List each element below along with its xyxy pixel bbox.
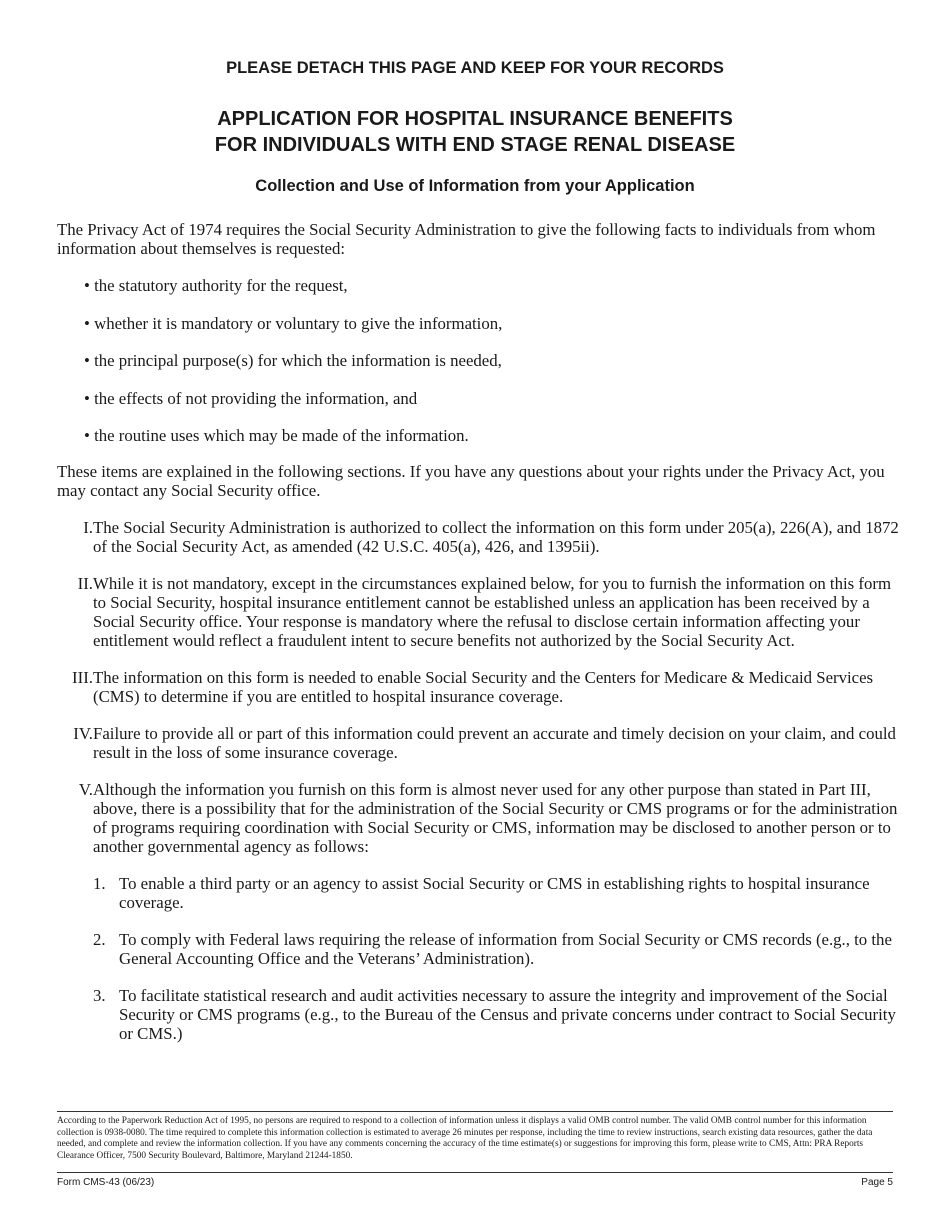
list-item: • the effects of not providing the information, and	[84, 388, 418, 408]
item-text: To comply with Federal laws requiring the release of information from Social Security or CMS records (e.g., to the General Accounting Office and the Veterans’ Administration).	[119, 930, 892, 968]
item-number: 3.	[93, 986, 106, 1005]
section-text: The information on this form is needed to enable Social Security and the Centers for Medicare & Medicaid Services (CMS) to determine if you are entitled to hospital insurance coverage.	[93, 668, 874, 706]
section-number: III.	[72, 668, 93, 687]
item-text: To facilitate statistical research and audit activities necessary to assure the integrity and improvement of the Social Security or CMS programs (e.g., to the Bureau of the Census and private concerns under contract to Social Security or CMS.)	[119, 986, 896, 1043]
section-number: V.	[78, 780, 93, 799]
intro-paragraph: The Privacy Act of 1974 requires the Social Security Administration to give the following facts to individuals from whom information about themselves is requested:	[57, 220, 876, 258]
footer-divider-bottom	[57, 1172, 893, 1173]
section-number: IV.	[73, 724, 93, 743]
form-identifier: Form CMS-43 (06/23)	[57, 1177, 155, 1188]
privacy-sections	[57, 518, 902, 1079]
section-text: Although the information you furnish on this form is almost never used for any other purpose than stated in Part III, above, there is a possibility that for the administration of the Social Security or CMS programs or for the administration of programs requiring coordination with Social Security or CMS, information may be disclosed to another person or to another governmental agency as follows:	[93, 780, 898, 856]
section-ii	[57, 574, 902, 650]
privacy-facts-list	[84, 276, 502, 464]
footer-divider-top	[57, 1111, 893, 1112]
list-item	[93, 986, 902, 1043]
item-number: 2.	[93, 930, 106, 949]
form-title-line-1: APPLICATION FOR HOSPITAL INSURANCE BENEFITS	[217, 108, 733, 130]
explain-paragraph: These items are explained in the following sections. If you have any questions about your rights under the Privacy Act, you may contact any Social Security office.	[57, 462, 885, 500]
list-item: • whether it is mandatory or voluntary to give the information,	[84, 313, 503, 333]
section-v	[57, 780, 902, 1061]
section-subtitle: Collection and Use of Information from your Application	[255, 177, 695, 195]
section-text: While it is not mandatory, except in the circumstances explained below, for you to furnish the information on this form to Social Security, hospital insurance entitlement cannot be established unless an application has been received by a Social Security office. Your response is mandatory where the refusal to disclose certain information affecting your entitlement would reflect a fraudulent intent to secure benefits not authorized by the Social Security Act.	[93, 574, 891, 650]
section-i	[57, 518, 902, 556]
section-text: The Social Security Administration is authorized to collect the information on this form under 205(a), 226(A), and 1872 of the Social Security Act, as amended (42 U.S.C. 405(a), 426, and 1395ii).	[93, 518, 899, 556]
detach-notice: PLEASE DETACH THIS PAGE AND KEEP FOR YOUR RECORDS	[226, 59, 724, 77]
section-iii	[57, 668, 902, 706]
form-title	[0, 106, 950, 158]
list-item: • the statutory authority for the request,	[84, 276, 348, 295]
list-item	[93, 874, 902, 912]
list-item	[93, 930, 902, 968]
disclosure-uses-list	[93, 874, 902, 1043]
list-item: • the principal purpose(s) for which the information is needed,	[84, 351, 502, 370]
page-number: Page 5	[861, 1177, 893, 1188]
item-text: To enable a third party or an agency to assist Social Security or CMS in establishing rights to hospital insurance coverage.	[119, 874, 870, 912]
section-iv	[57, 724, 902, 762]
paperwork-reduction-notice: According to the Paperwork Reduction Act of 1995, no persons are required to respond to a collection of information unless it displays a valid OMB control number. The valid OMB control number for this information collection is 0938-0080. The time required to complete this information collection is estimated to average 26 minutes per response, including the time to review instructions, search existing data resources, gather the data needed, and complete and review the information collection. If you have any comments concerning the accuracy of the time estimate(s) or suggestions for improving this form, please write to CMS, Attn: PRA Reports Clearance Officer, 7500 Security Boulevard, Baltimore, Maryland 21244-1850.	[57, 1116, 873, 1161]
item-number: 1.	[93, 874, 106, 893]
list-item: • the routine uses which may be made of the information.	[84, 426, 469, 445]
section-number: II.	[77, 574, 93, 593]
form-title-line-2: FOR INDIVIDUALS WITH END STAGE RENAL DISEASE	[214, 134, 736, 156]
section-number: I.	[83, 518, 93, 537]
section-text: Failure to provide all or part of this information could prevent an accurate and timely decision on your claim, and could result in the loss of some insurance coverage.	[93, 724, 896, 762]
